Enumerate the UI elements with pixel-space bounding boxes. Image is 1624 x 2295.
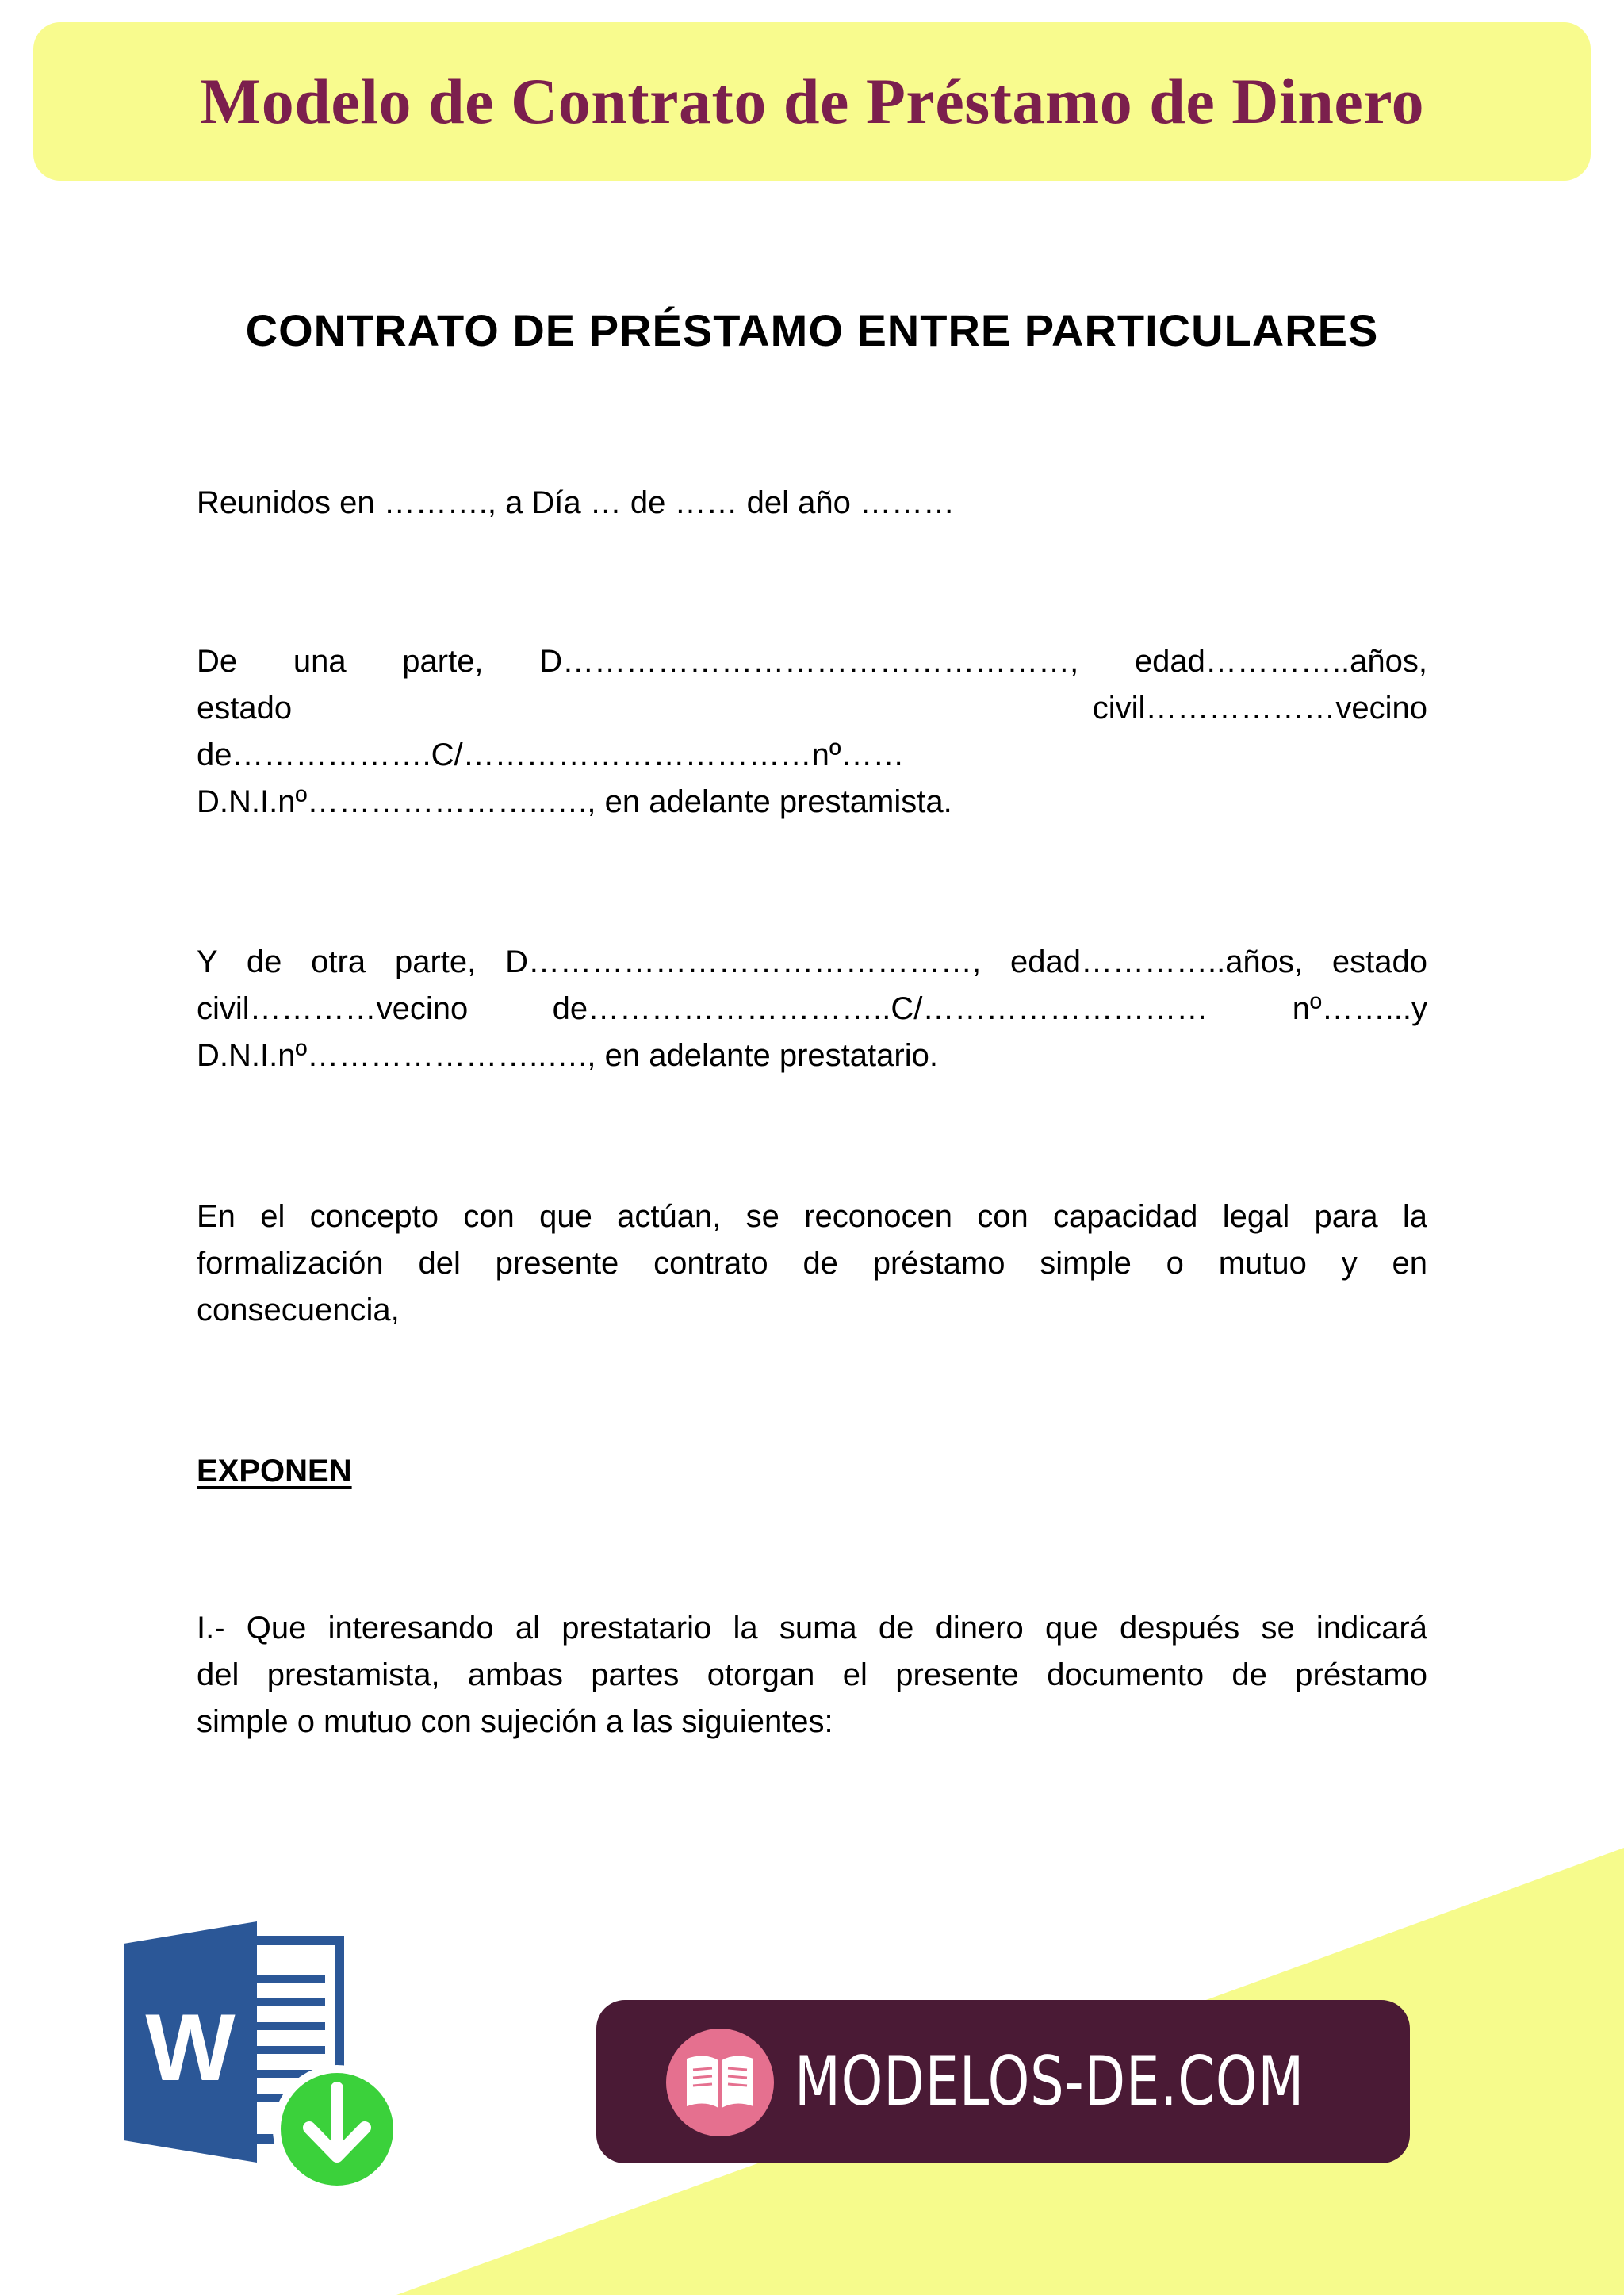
- parte2-line-2: civil…………vecino de………………………..C/……………………… nº……...y: [197, 991, 1427, 1026]
- parte1-line-2: [197, 685, 1427, 732]
- concepto-line-1: En el concepto con que actúan, se reconocen con capacidad legal para la: [197, 1199, 1427, 1234]
- parte1-line-4: D.N.I.nº…………………..…., en adelante prestamista.: [197, 784, 952, 819]
- document-title: CONTRATO DE PRÉSTAMO ENTRE PARTICULARES: [245, 305, 1379, 355]
- parte1-line-3: de……………….C/……………………………nº……: [197, 738, 905, 772]
- paragraph-exponen-1: [197, 1605, 1427, 1745]
- exponen-line-1: I.- Que interesando al prestatario la suma de dinero que después se indicará: [197, 1611, 1427, 1646]
- header-banner: [33, 22, 1591, 181]
- concepto-line-3: consecuencia,: [197, 1293, 400, 1328]
- parte2-line-3: D.N.I.nº…………………..…., en adelante prestatario.: [197, 1038, 938, 1073]
- svg-text:W: W: [145, 1994, 236, 2101]
- paragraph-parte-prestamista: [197, 638, 1427, 826]
- parte1-line-2-text: estado civil………………vecino: [197, 691, 1427, 726]
- brand-text: MODELOS-DE.COM: [795, 2042, 1305, 2121]
- parte2-line-1: Y de otra parte, D……………………………………, edad…………..años, estado: [197, 944, 1427, 979]
- parte1-line-1: De una parte, D…………………………………………, edad…………..años,: [197, 644, 1427, 679]
- reunidos-line: Reunidos en ………., a Día … de …… del año ………: [197, 485, 955, 520]
- open-book-icon: [666, 2029, 774, 2136]
- concepto-line-2: formalización del presente contrato de préstamo simple o mutuo y en: [197, 1246, 1427, 1281]
- brand-badge[interactable]: [596, 2000, 1410, 2163]
- banner-title: Modelo de Contrato de Préstamo de Dinero: [199, 65, 1425, 137]
- paragraph-concepto: [197, 1193, 1427, 1334]
- exponen-heading: EXPONEN: [197, 1454, 352, 1488]
- exponen-line-2: del prestamista, ambas partes otorgan el presente documento de préstamo: [197, 1657, 1427, 1692]
- paragraph-reunidos: [197, 480, 1427, 527]
- paragraph-parte-prestatario: [197, 939, 1427, 1079]
- word-download-icon[interactable]: [119, 1915, 420, 2201]
- exponen-line-3: simple o mutuo con sujeción a las siguientes:: [197, 1704, 833, 1739]
